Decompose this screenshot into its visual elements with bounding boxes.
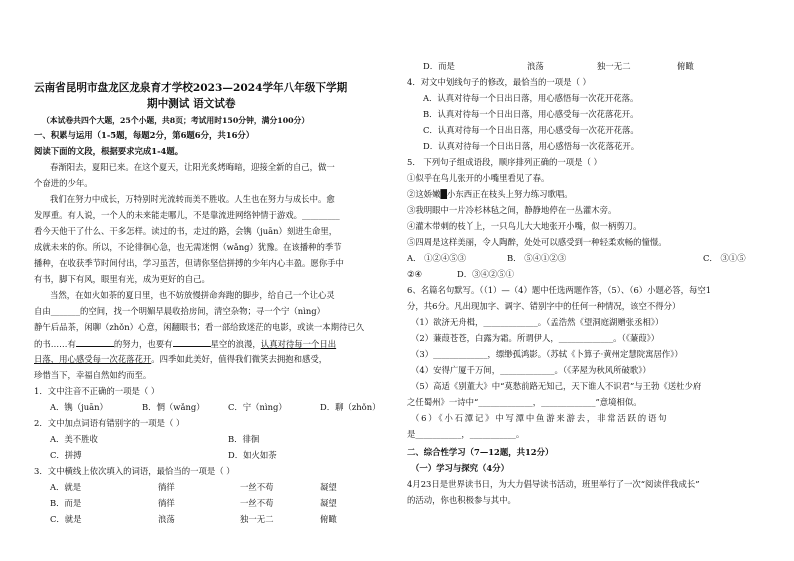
- underlined-sentence: 认真对待每一个日出: [260, 339, 337, 349]
- passage-line: 自由_______的空间，找一个明媚早晨收拾房间，清空杂物；寻一个宁（nìng）: [34, 306, 326, 316]
- reading-instruction: 阅读下面的文段，根据要求完成1-4题。: [34, 146, 184, 156]
- option-a[interactable]: A．镌（juān）: [50, 402, 108, 412]
- option-b[interactable]: B．惘（wǎng）: [142, 402, 205, 412]
- q3-option-a-word4: 凝望: [320, 482, 337, 492]
- exam-note: （本试卷共四个大题，25个小题，共8页；考试用时150分钟，满分100分）: [42, 116, 310, 125]
- passage-line: 珍惜当下，幸福自然如约而至。: [34, 370, 152, 380]
- q3-option-a-word1[interactable]: A．就是: [50, 482, 82, 492]
- option-d[interactable]: D．认真对待每一个日出日落，用心感悟每一次花落花开。: [423, 141, 640, 151]
- q3-option-c-word4: 俯瞰: [320, 514, 337, 524]
- recitation-item-continued[interactable]: 是___________，___________。: [407, 429, 525, 439]
- q3-option-a-word2: 徜徉: [158, 482, 175, 492]
- option-d[interactable]: D．如火如荼: [228, 450, 277, 460]
- option-b[interactable]: B．认真对待每一个日出日落，用心感受每一次花落花开。: [423, 109, 639, 119]
- sentence-item: ④灌木带刺的枝丫上，一只鸟儿大大地张开小嘴，似一柄剪刀。: [407, 221, 642, 231]
- q3-option-b-word1[interactable]: B．而是: [50, 498, 82, 508]
- passage-line: 静午后品茶，闲聊（zhǒn）心意，闲翻眼书；看一部给致迷茫的电影，或读一本期待已久: [34, 322, 365, 332]
- recitation-item[interactable]: （2）蒹葭苍苍，白露为霜。所谓伊人，_____________。（《蒹葭》）: [411, 333, 660, 343]
- passage-line: 成就未来的你。所以，不论徘徊心急，也无需迷惘（wǎng）犹豫。在该播种的季节: [34, 242, 342, 252]
- question-2: 2．文中加点词语有错别字的一项是（ ）: [34, 418, 185, 428]
- sentence-item: ⑤四周是这样美丽，令人陶醉，处处可以感受到一种轻柔欢畅的憧憬。: [407, 237, 667, 247]
- sentence-item: ③我明眼中一片冷杉林毡之间，静静地停在一丛灌木旁。: [407, 205, 617, 215]
- question-1: 1．文中注音不正确的一项是（ ）: [34, 386, 160, 396]
- option-b[interactable]: B． ⑤④①②③: [507, 253, 567, 263]
- answer-blank[interactable]: [173, 338, 211, 347]
- answer-blank[interactable]: [76, 338, 114, 347]
- passage-line: 当然，在如火如荼的夏日里，也不妨放慢拼命奔跑的脚步，给自己一个让心灵: [50, 290, 335, 300]
- q3-option-d-word4: 俯瞰: [677, 61, 694, 71]
- passage-text: 星空的浪漫，: [210, 339, 261, 349]
- option-a[interactable]: A．认真对待每一个日出日落，用心感悟每一次花开花落。: [423, 93, 639, 103]
- recitation-item-continued[interactable]: 之任蜀州》一诗中“_____________，_____________”意境相似。: [407, 397, 642, 407]
- option-c[interactable]: C． ③①⑤: [703, 253, 746, 263]
- question-4: 4．对文中划线句子的修改，最恰当的一项是（ ）: [407, 77, 591, 87]
- q3-option-b-word3: 一丝不苟: [240, 498, 274, 508]
- subsection-heading: （一）学习与探究（4分）: [411, 463, 509, 473]
- q3-option-d-word1[interactable]: D．而是: [423, 61, 455, 71]
- q3-option-c-word1[interactable]: C．就是: [50, 514, 82, 524]
- passage-text: 。四季如此美好，值得我们微笑去拥抱和感受，: [151, 354, 328, 364]
- exam-title-line1: 云南省昆明市盘龙区龙泉育才学校2023—2024学年八年级下学期: [34, 82, 348, 94]
- q3-option-b-word4: 凝望: [320, 498, 337, 508]
- q3-option-d-word3: 独一无二: [597, 61, 631, 71]
- recitation-item[interactable]: （4）安得广厦千万间，_____________。（《茅屋为秋风所破歌》）: [411, 365, 651, 375]
- option-a[interactable]: A．美不胜收: [50, 434, 98, 444]
- passage-line: 春渐阳去，夏阳已来。在这个夏天，让阳光炙烤晦暗，迎接全新的自己，做一: [50, 162, 335, 172]
- option-d[interactable]: D．③④②⑤①: [457, 269, 514, 279]
- option-c[interactable]: C．认真对待每一个日出日落，用心感受每一次花开花落。: [423, 125, 639, 135]
- sentence-item: ②这娇嫩█小东西正在枝头上努力练习歌唱。: [407, 189, 573, 199]
- passage-line: 个奋进的少年。: [34, 178, 93, 188]
- passage-line: 播种，在收获季节时间付出，学习虽苦，但请你坚信拼搏的少年内心丰盈。愿你手中: [34, 258, 344, 268]
- passage-line: 发厚重。有人说，一个人的未来能走哪儿，不是靠流进网络钟情于游戏。_________: [34, 210, 340, 220]
- recitation-item: （5）高适《别董大》中“莫愁前路无知己，天下谁人不识君”与王勃《送杜少府: [411, 381, 702, 391]
- sentence-item: ①似乎在鸟儿张开的小嘴里看见了春。: [407, 173, 550, 183]
- option-b[interactable]: B．徘徊: [228, 434, 260, 444]
- option-c[interactable]: C．宁（nìng）: [228, 402, 287, 412]
- question-3: 3．文中横线上依次填入的词语，最恰当的一项是（ ）: [34, 466, 235, 476]
- passage-line: 有书，脚下有风，眼里有光，成为更好的自己。: [34, 274, 210, 284]
- question-6: 6、名篇名句默写。（（1）—（4）题中任选两题作答，（5）、（6）小题必答，每空1: [407, 285, 712, 295]
- question-6-continued: 分，共6分。凡出现加字、调字、错别字中的任何一种情况，该空不得分）: [407, 301, 681, 311]
- q3-option-a-word3: 一丝不苟: [240, 482, 274, 492]
- option-c-continued: ②④: [407, 269, 423, 279]
- section-2-heading: 二、综合性学习（7—12题，共12分）: [407, 447, 554, 457]
- passage-line-with-blanks: [34, 338, 336, 350]
- q3-option-d-word2: 浪荡: [527, 61, 544, 71]
- exam-title-line2: 期中测试 语文试卷: [147, 98, 236, 110]
- q3-option-c-word3: 独一无二: [240, 514, 274, 524]
- passage-text: 的书……有: [34, 339, 76, 349]
- passage-line: 看今天他干了什么、干多怎样。读过的书，走过的路，会镌（juān）刻进生命里，: [34, 226, 338, 236]
- underlined-sentence: 日落，用心感受每一次花落花开: [34, 354, 152, 364]
- recitation-item: （6）《小石潭记》中写潭中鱼游来游去，非常活跃的语句: [411, 413, 669, 423]
- activity-text: 4月23日是世界读书日，为大力倡导读书活动，班里举行了一次“阅读伴我成长”: [407, 479, 700, 489]
- option-c[interactable]: C．拼搏: [50, 450, 82, 460]
- activity-text: 的活动，你也积极参与其中。: [407, 495, 516, 505]
- recitation-item[interactable]: （3）_____________，缥缈孤鸿影。（苏轼《卜算子·黄州定慧院寓居作》）: [411, 349, 683, 359]
- option-d[interactable]: D．聊（zhǒn）: [320, 402, 381, 412]
- question-5: 5． 下列句子组成语段，顺序排列正确的一项是（ ）: [407, 157, 602, 167]
- passage-line: 我们在努力中成长，万特别时光流转而美不胜收。人生也在努力与成长中。愈: [50, 194, 335, 204]
- passage-line: [34, 354, 327, 365]
- passage-text: 的努力，也要有: [113, 339, 173, 349]
- option-a[interactable]: A． ①②④⑤③: [407, 253, 466, 263]
- section-1-heading: 一、积累与运用（1-5题，每题2分，第6题6分，共16分）: [34, 130, 255, 140]
- q3-option-b-word2: 徜徉: [158, 498, 175, 508]
- q3-option-c-word2: 浪荡: [158, 514, 175, 524]
- recitation-item[interactable]: （1）欲济无舟楫，_____________。（孟浩然《望洞庭湖赠张丞相》）: [411, 317, 664, 327]
